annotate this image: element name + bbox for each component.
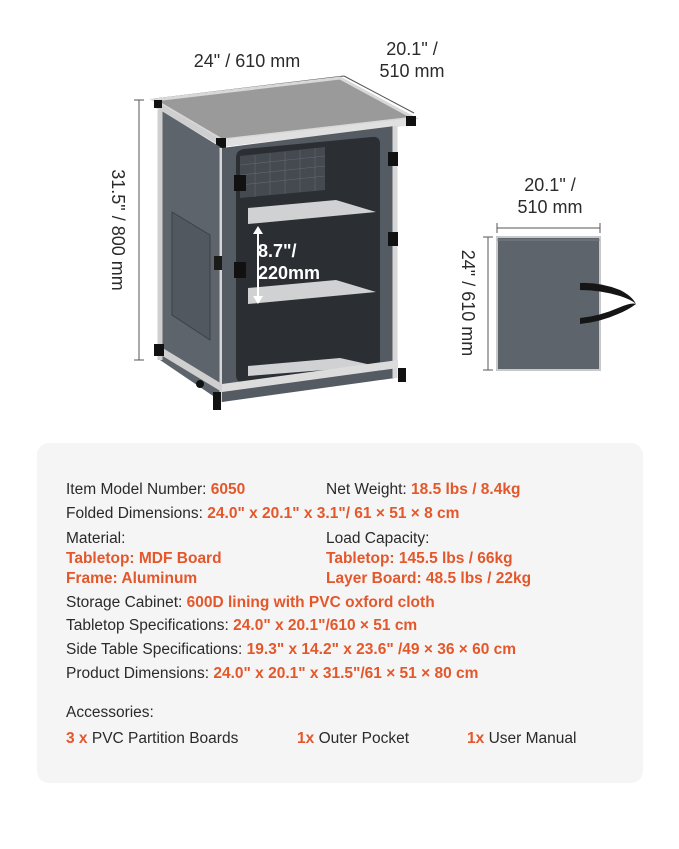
folded-dimensions-value: 24.0" x 20.1" x 3.1"/ 61 × 51 × 8 cm	[207, 505, 460, 522]
folded-width-line1: 20.1" /	[524, 175, 576, 195]
load-capacity-heading: Load Capacity:	[326, 530, 430, 547]
material-heading: Material:	[66, 530, 126, 547]
material-frame	[66, 569, 197, 589]
accessory-item	[297, 729, 409, 749]
tabletop-spec-label: Tabletop Specifications:	[66, 617, 229, 634]
shelf-gap-line2: 220mm	[258, 263, 321, 283]
accessory-item	[467, 729, 576, 749]
folded-dimensions-label: Folded Dimensions:	[66, 505, 203, 522]
accessories-label: Accessories:	[66, 704, 154, 721]
specifications-card	[37, 443, 643, 783]
depth-dimension-line1: 20.1" /	[386, 39, 438, 59]
accessory-qty: 1x	[297, 730, 315, 747]
width-dimension-label: 24" / 610 mm	[193, 51, 301, 71]
shelf-gap-label	[258, 240, 348, 284]
tabletop-spec-value: 24.0" x 20.1"/610 × 51 cm	[233, 617, 418, 634]
product-dimensions-row	[66, 664, 478, 684]
accessory-name: Outer Pocket	[318, 730, 410, 747]
accessory-name: User Manual	[488, 730, 577, 747]
side-table-spec-row	[66, 640, 516, 660]
net-weight-label: Net Weight:	[326, 481, 407, 498]
net-weight-value: 18.5 lbs / 8.4kg	[411, 481, 521, 498]
shelf-gap-line1: 8.7"/	[258, 241, 297, 261]
material-tabletop-value: Tabletop: MDF Board	[66, 550, 222, 567]
accessory-qty: 1x	[467, 730, 485, 747]
folded-cabinet-bag	[497, 237, 636, 370]
side-table-spec-label: Side Table Specifications:	[66, 641, 243, 658]
load-capacity-layer	[326, 569, 531, 589]
load-capacity-tabletop-value: Tabletop: 145.5 lbs / 66kg	[326, 550, 513, 567]
storage-cabinet-label: Storage Cabinet:	[66, 594, 183, 611]
accessory-qty: 3 x	[66, 730, 88, 747]
load-capacity-layer-value: Layer Board: 48.5 lbs / 22kg	[326, 570, 532, 587]
net-weight-row	[326, 480, 520, 500]
load-capacity-tabletop	[326, 549, 513, 569]
folded-width-label	[500, 174, 600, 218]
accessory-name: PVC Partition Boards	[91, 730, 239, 747]
storage-cabinet-value: 600D lining with PVC oxford cloth	[186, 594, 435, 611]
material-tabletop	[66, 549, 222, 569]
material-frame-value: Frame: Aluminum	[66, 570, 198, 587]
accessories-heading	[66, 703, 154, 723]
product-dimensions-label: Product Dimensions:	[66, 665, 210, 682]
depth-dimension-line2: 510 mm	[379, 61, 445, 81]
depth-dimension-label	[362, 38, 462, 82]
model-number-label: Item Model Number:	[66, 481, 207, 498]
model-number-row	[66, 480, 245, 500]
tabletop-spec-row	[66, 616, 417, 636]
accessory-item	[66, 729, 238, 749]
side-table-spec-value: 19.3" x 14.2" x 23.6" /49 × 36 × 60 cm	[246, 641, 517, 658]
material-label	[66, 529, 125, 549]
folded-dimensions-row	[66, 504, 459, 524]
folded-width-line2: 510 mm	[517, 197, 583, 217]
storage-cabinet-row	[66, 593, 435, 613]
folded-height-label: 24" / 610 mm	[458, 249, 478, 357]
load-capacity-label	[326, 529, 429, 549]
product-dimensions-value: 24.0" x 20.1" x 31.5"/61 × 51 × 80 cm	[213, 665, 479, 682]
model-number-value: 6050	[210, 481, 246, 498]
height-dimension-label: 31.5" / 800 mm	[108, 169, 128, 291]
